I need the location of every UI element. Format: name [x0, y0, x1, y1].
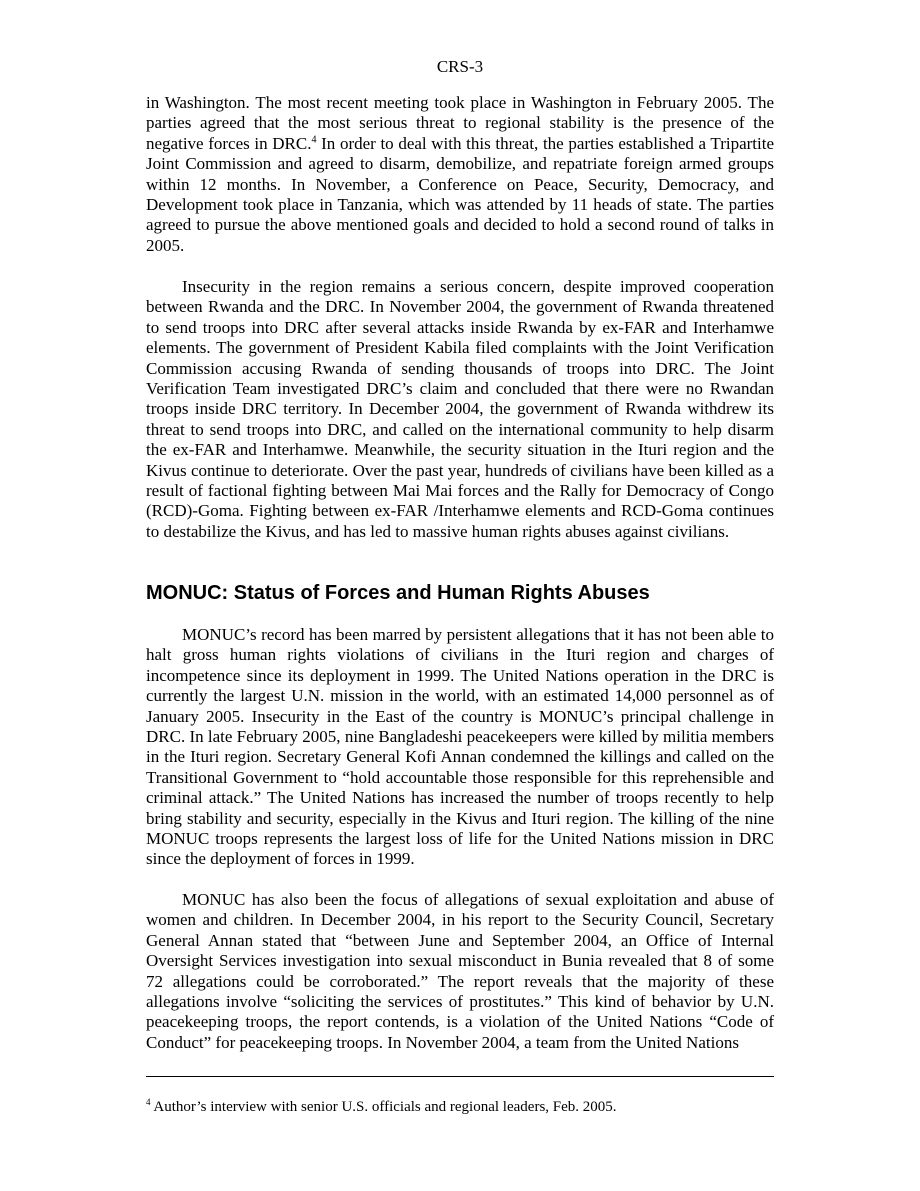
- footnote-number: 4: [146, 1097, 151, 1107]
- paragraph-3-text: MONUC’s record has been marred by persistent allegations that it has not been able to halt gross human rights violations of civilians in the Ituri region and charges of incompetence since its deployment in 1999. The United Nations operation in the DRC is currently the largest U.N. mission in the world, with an estimated 14,000 personnel as of January 2005. Insecurity in the East of the country is MONUC’s principal challenge in DRC. In late February 2005, nine Bangladeshi peacekeepers were killed by militia members in the Ituri region. Secretary General Kofi Annan condemned the killings and called on the Transitional Government to “hold accountable those responsible for this reprehensible and criminal attack.” The United Nations has increased the number of troops recently to help bring stability and security, especially in the Kivus and Ituri region. The killing of the nine MONUC troops represents the largest loss of life for the United Nations mission in DRC since the deployment of forces in 1999.: [146, 625, 774, 869]
- paragraph-1-text: [146, 93, 774, 256]
- paragraph-1-rest: In order to deal with this threat, the parties established a Tripartite Joint Commission and agreed to disarm, demobilize, and repatriate foreign armed groups within 12 months. In November, a Conference on Peace, Security, Democracy, and Development took place in Tanzania, which was attended by 11 heads of state. The parties agreed to pursue the above mentioned goals and decided to hold a second round of talks in 2005.: [146, 133, 774, 255]
- paragraph-3: [146, 625, 774, 870]
- paragraph-4-text: MONUC has also been the focus of allegations of sexual exploitation and abuse of women and children. In December 2004, in his report to the Security Council, Secretary General Annan stated that “between June and September 2004, an Office of Internal Oversight Services investigation into sexual misconduct in Bunia revealed that 8 of some 72 allegations could be corroborated.” The report reveals that the majority of these allegations involve “soliciting the services of prostitutes.” This kind of behavior by U.N. peacekeeping troops, the report contends, is a violation of the United Nations “Code of Conduct” for peacekeeping troops. In November 2004, a team from the United Nations: [146, 890, 774, 1052]
- footnote-text: Author’s interview with senior U.S. officials and regional leaders, Feb. 2005.: [150, 1099, 617, 1115]
- section-heading-text: MONUC: Status of Forces and Human Rights Abuses: [146, 582, 650, 604]
- paragraph-2: [146, 277, 774, 542]
- footnote-reference[interactable]: 4: [311, 134, 317, 146]
- paragraph-1: [146, 93, 774, 256]
- footnote: [146, 1098, 774, 1116]
- paragraph-4: [146, 890, 774, 1053]
- paragraph-2-text: Insecurity in the region remains a serious concern, despite improved cooperation between Rwanda and the DRC. In November 2004, the government of Rwanda threatened to send troops into DRC after several attacks inside Rwanda by ex-FAR and Interhamwe elements. The government of President Kabila filed complaints with the Joint Verification Commission accusing Rwanda of sending thousands of troops into DRC. The Joint Verification Team investigated DRC’s claim and concluded that there were no Rwandan troops inside DRC territory. In December 2004, the government of Rwanda withdrew its threat to send troops into DRC, and called on the international community to help disarm the ex-FAR and Interhamwe. Meanwhile, the security situation in the Ituri region and the Kivus continue to deteriorate. Over the past year, hundreds of civilians have been killed as a result of factional fighting between Mai Mai forces and the Rally for Democracy of Congo (RCD)-Goma. Fighting between ex-FAR /Interhamwe elements and RCD-Goma continues to destabilize the Kivus, and has led to massive human rights abuses against civilians.: [146, 277, 774, 541]
- footnote-divider: [146, 1076, 774, 1077]
- paragraph-1-start: in Washington. The most recent meeting took place in Washington in February 2005. The parties agreed that the most serious threat to regional stability is the presence of the negative forces in DRC.: [146, 93, 774, 153]
- section-heading: [146, 581, 774, 605]
- page-header: CRS-3: [436, 57, 484, 76]
